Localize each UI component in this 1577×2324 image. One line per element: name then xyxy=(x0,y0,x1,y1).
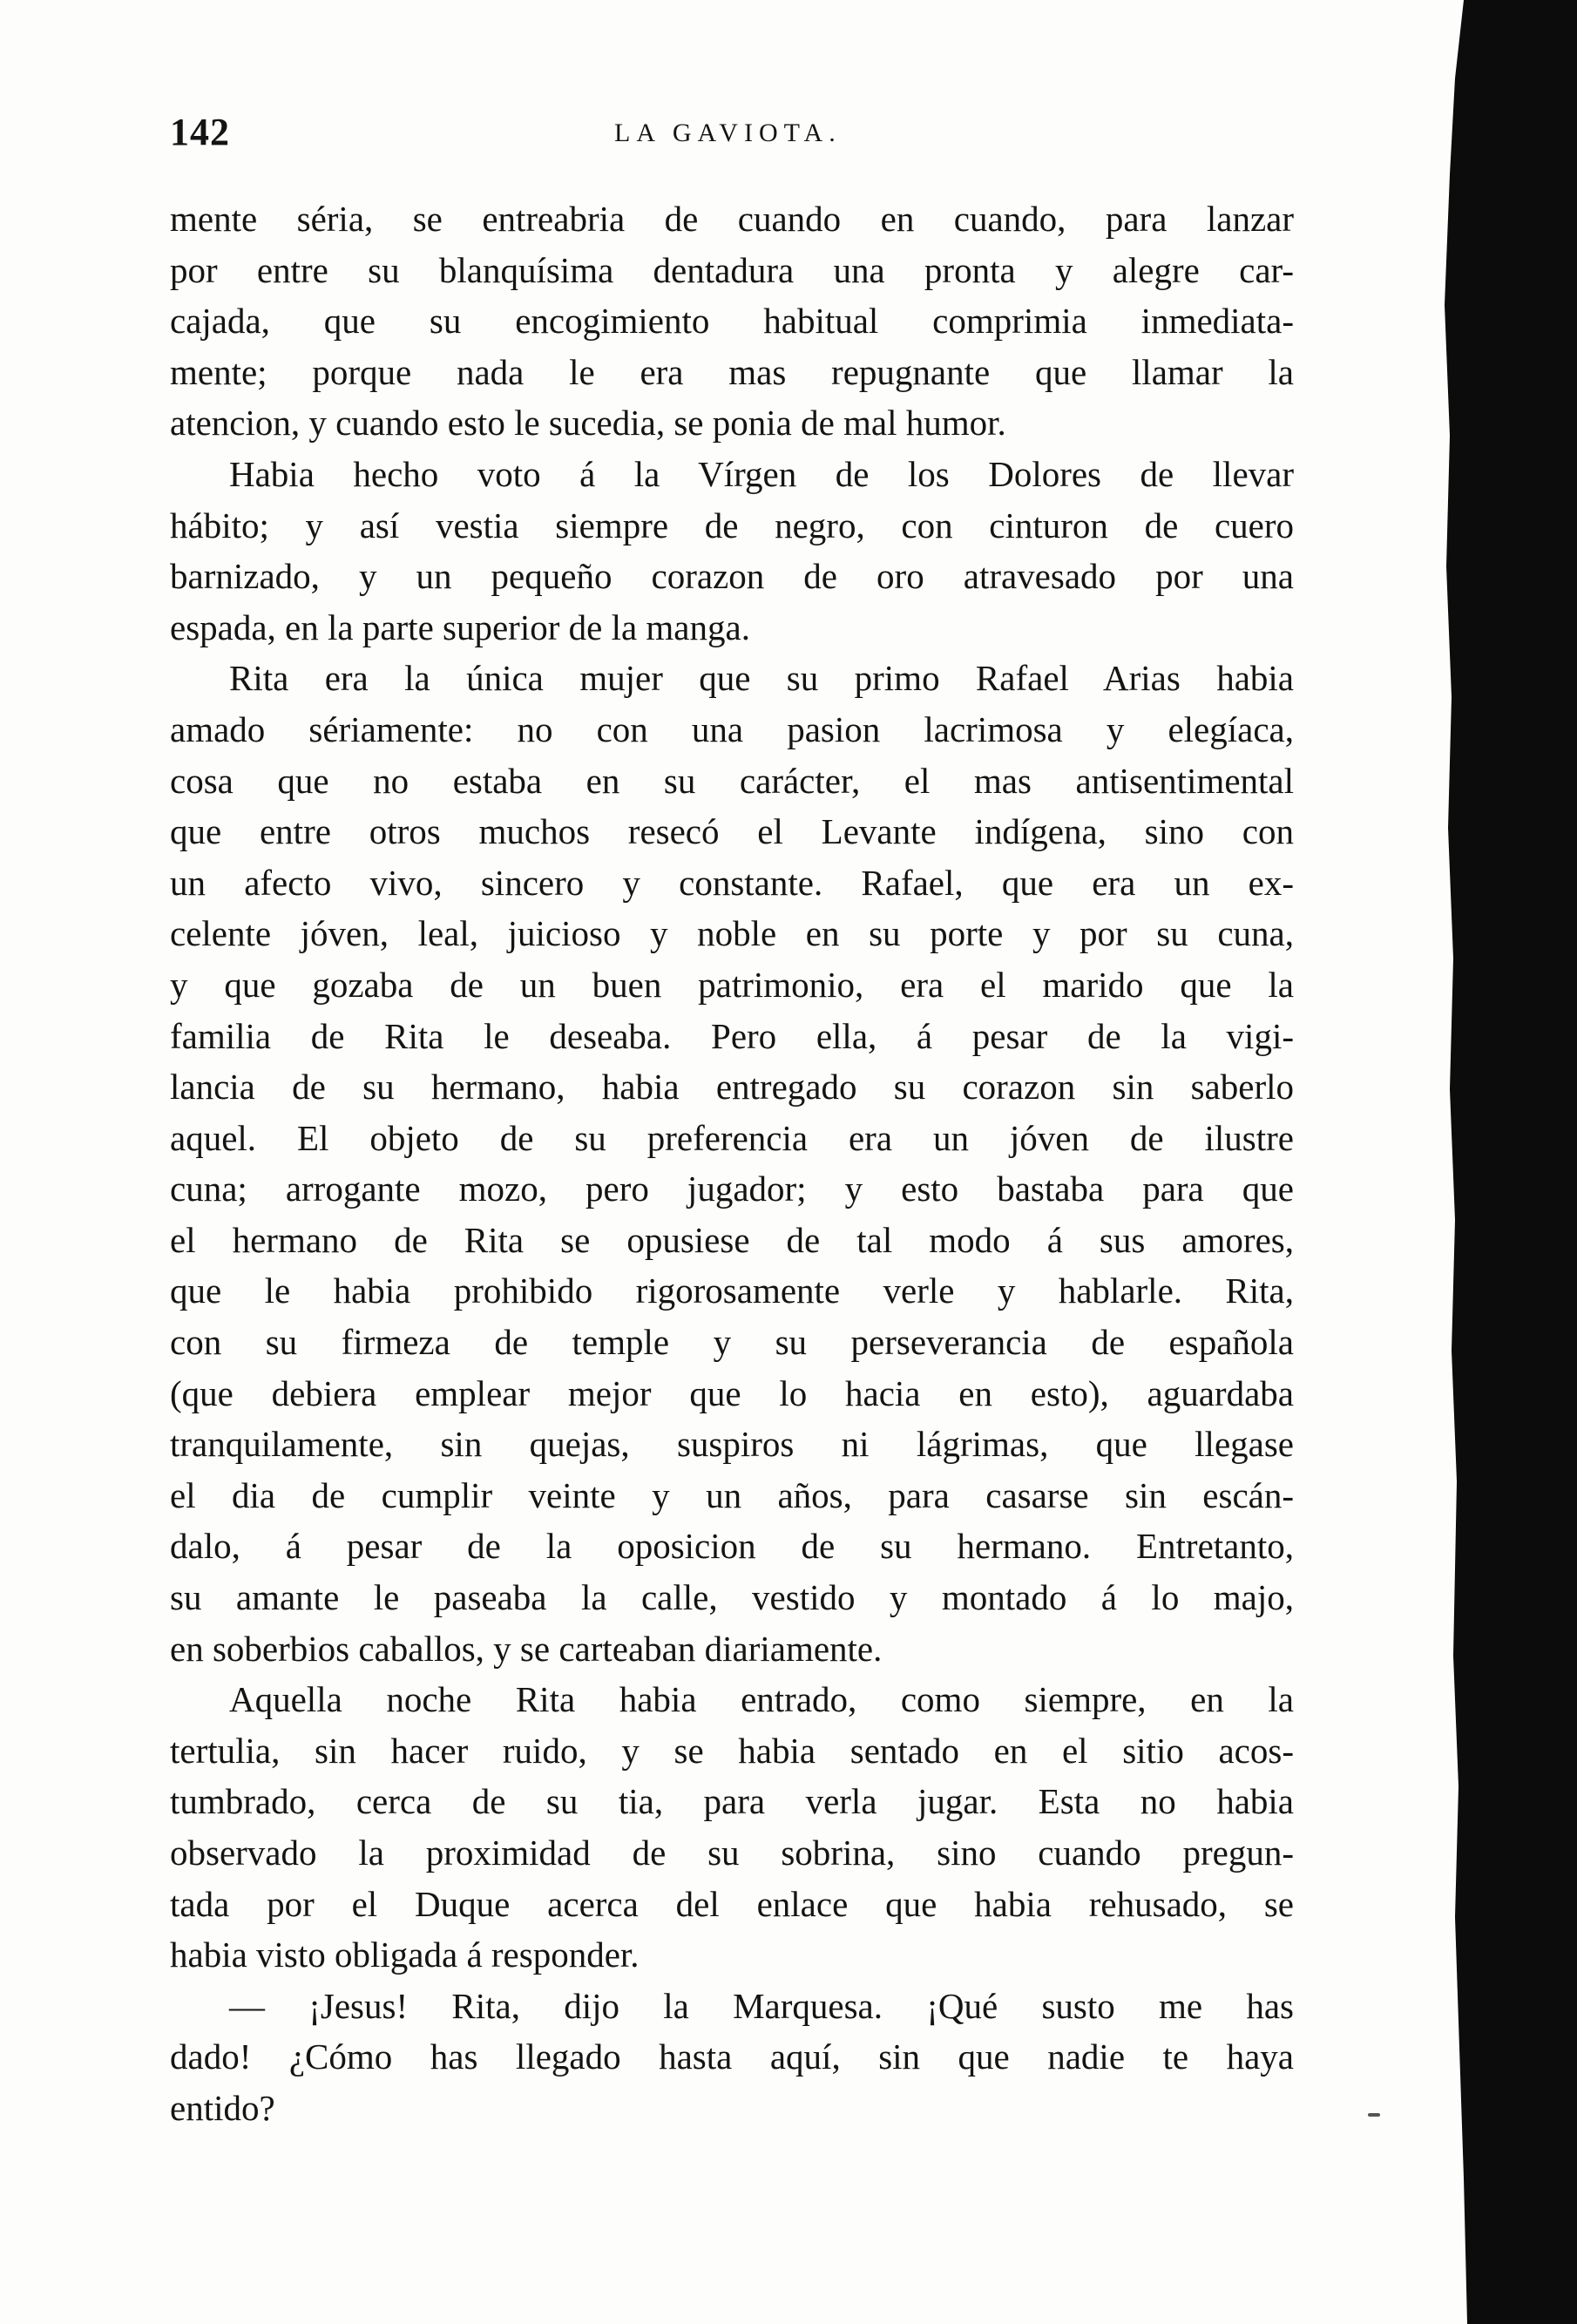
text-line: hábito; y así vestia siempre de negro, con cinturon de cuero xyxy=(170,505,1294,545)
text-line: cajada, que su encogimiento habitual comprimia inmediata- xyxy=(170,301,1294,342)
paragraph-start-line: Aquella noche Rita habia entrado, como siempre, en la xyxy=(229,1679,1294,1720)
text-line: celente jóven, leal, juicioso y noble en su porte y por su cuna, xyxy=(170,913,1294,954)
text-line: barnizado, y un pequeño corazon de oro atravesado por una xyxy=(170,556,1294,597)
scan-speck xyxy=(1368,2113,1380,2117)
text-line: y que gozaba de un buen patrimonio, era el marido que la xyxy=(170,964,1294,1005)
text-line: espada, en la parte superior de la manga. xyxy=(170,606,750,647)
text-line: con su firmeza de temple y su perseverancia de española xyxy=(170,1322,1294,1363)
text-line: tertulia, sin hacer ruido, y se habia sentado en el sitio acos- xyxy=(170,1730,1294,1771)
text-line: en soberbios caballos, y se carteaban diariamente. xyxy=(170,1628,883,1669)
text-line: atencion, y cuando esto le sucedia, se ponia de mal humor. xyxy=(170,403,1006,444)
text-line: tranquilamente, sin quejas, suspiros ni lágrimas, que llegase xyxy=(170,1424,1294,1465)
text-line: dado! ¿Cómo has llegado hasta aquí, sin que nadie te haya xyxy=(170,2036,1294,2077)
text-line: habia visto obligada á responder. xyxy=(170,1934,640,1975)
text-line: (que debiera emplear mejor que lo hacia en esto), aguardaba xyxy=(170,1372,1294,1413)
text-line: un afecto vivo, sincero y constante. Rafael, que era un ex- xyxy=(170,862,1294,903)
text-line: tumbrado, cerca de su tia, para verla jugar. Esta no habia xyxy=(170,1781,1294,1822)
text-line: que le habia prohibido rigorosamente verle y hablarle. Rita, xyxy=(170,1270,1294,1311)
text-line: tada por el Duque acerca del enlace que habia rehusado, se xyxy=(170,1883,1294,1924)
paragraph-start-line: Habia hecho voto á la Vírgen de los Dolores de llevar xyxy=(229,453,1294,494)
text-line: su amante le paseaba la calle, vestido y montado á lo majo, xyxy=(170,1577,1294,1618)
text-line: aquel. El objeto de su preferencia era un jóven de ilustre xyxy=(170,1117,1294,1158)
text-line: amado sériamente: no con una pasion lacrimosa y elegíaca, xyxy=(170,708,1294,749)
paragraph-start-line: Rita era la única mujer que su primo Rafael Arias habia xyxy=(229,658,1294,699)
page-number: 142 xyxy=(170,111,230,153)
text-line: que entre otros muchos resecó el Levante indígena, sino con xyxy=(170,811,1294,852)
text-line: observado la proximidad de su sobrina, sino cuando pregun- xyxy=(170,1833,1294,1873)
text-line: familia de Rita le deseaba. Pero ella, á pesar de la vigi- xyxy=(170,1015,1294,1056)
text-line: cuna; arrogante mozo, pero jugador; y esto bastaba para que xyxy=(170,1169,1294,1209)
text-line: entido? xyxy=(170,2087,275,2128)
text-line: cosa que no estaba en su carácter, el mas antisentimental xyxy=(170,760,1294,801)
text-line: mente; porque nada le era mas repugnante que llamar la xyxy=(170,351,1294,392)
text-line: lancia de su hermano, habia entregado su corazon sin saberlo xyxy=(170,1067,1294,1108)
text-line: dalo, á pesar de la oposicion de su hermano. Entretanto, xyxy=(170,1526,1294,1567)
text-line: el hermano de Rita se opusiese de tal modo á sus amores, xyxy=(170,1219,1294,1260)
text-line: mente séria, se entreabria de cuando en cuando, para lanzar xyxy=(170,199,1294,239)
body-text xyxy=(170,193,1294,2134)
paragraph-start-line: — ¡Jesus! Rita, dijo la Marquesa. ¡Qué susto me has xyxy=(229,1985,1294,2026)
running-title: LA GAVIOTA. xyxy=(614,119,842,147)
page-header xyxy=(170,110,1303,162)
text-line: el dia de cumplir veinte y un años, para casarse sin escán- xyxy=(170,1474,1294,1515)
text-line: por entre su blanquísima dentadura una pronta y alegre car- xyxy=(170,249,1294,290)
